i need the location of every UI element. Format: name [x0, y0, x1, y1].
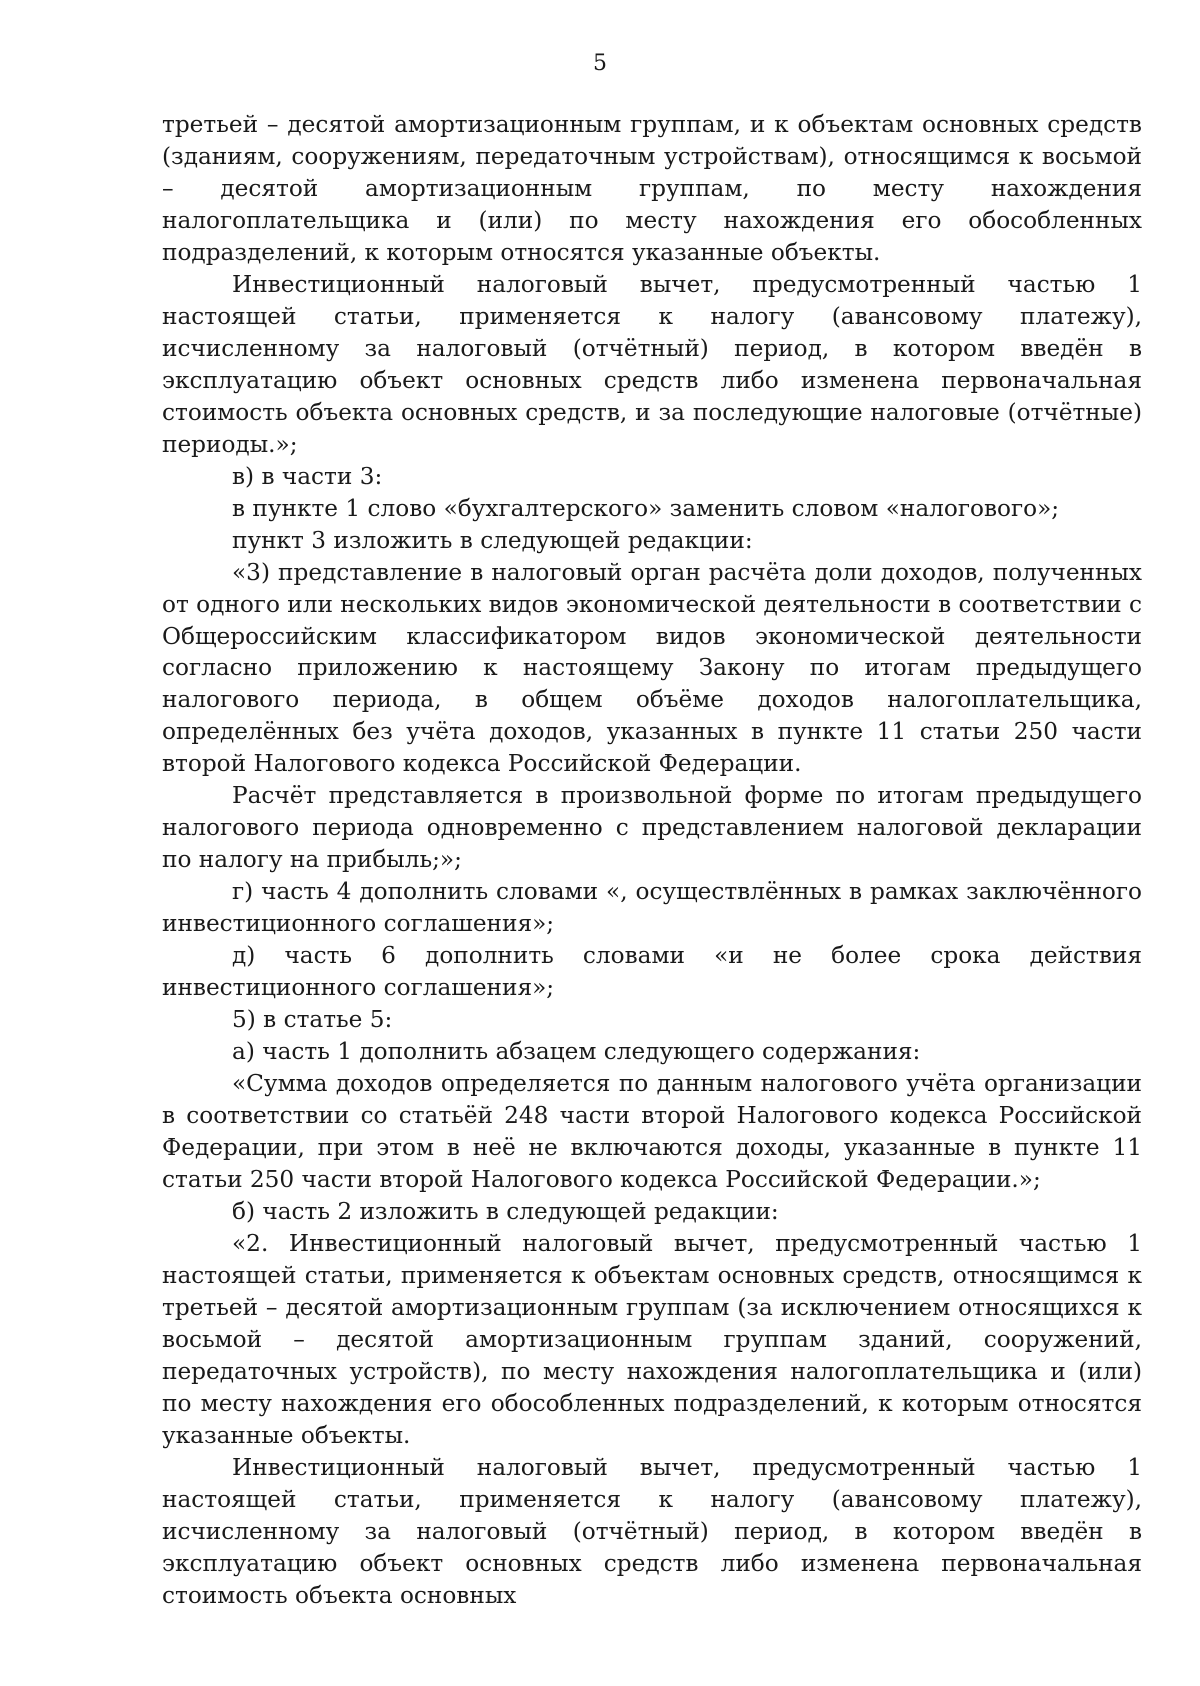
paragraph: в пункте 1 слово «бухгалтерского» заменить словом «налогового»;	[232, 494, 1060, 522]
paragraph: «3) представление в налоговый орган расчёта доли доходов, полученных от одного или нескольких видов экономической деятельности в соответствии с Общероссийским классификатором видов экономической деятельности согласно приложению к настоящему Закону по итогам предыдущего налогового периода, в общем объёме доходов налогоплательщика, определённых без учёта доходов, указанных в пункте 11 статьи 250 части второй Налогового кодекса Российской Федерации.	[162, 558, 1142, 778]
paragraph: «2. Инвестиционный налоговый вычет, предусмотренный частью 1 настоящей статьи, применяется к объектам основных средств, относящимся к третьей – десятой амортизационным группам (за исключением относящихся к восьмой – десятой амортизационным группам зданий, сооружений, передаточных устройств), по месту нахождения налогоплательщика и (или) по месту нахождения его обособленных подразделений, к которым относятся указанные объекты.	[162, 1229, 1142, 1449]
paragraph: Инвестиционный налоговый вычет, предусмотренный частью 1 настоящей статьи, применяется к налогу (авансовому платежу), исчисленному за налоговый (отчётный) период, в котором введён в эксплуатацию объект основных средств либо изменена первоначальная стоимость объекта основных средств, и за последующие налоговые (отчётные) периоды.»;	[162, 270, 1142, 458]
paragraph: в) в части 3:	[232, 462, 383, 490]
paragraph: 5) в статье 5:	[232, 1006, 393, 1034]
paragraph: а) часть 1 дополнить абзацем следующего содержания:	[232, 1038, 921, 1066]
paragraph: пункт 3 изложить в следующей редакции:	[232, 526, 753, 554]
paragraph: «Сумма доходов определяется по данным налогового учёта организации в соответствии со статьёй 248 части второй Налогового кодекса Российской Федерации, при этом в неё не включаются доходы, указанные в пункте 11 статьи 250 части второй Налогового кодекса Российской Федерации.»;	[162, 1070, 1142, 1193]
page-number: 5	[593, 51, 607, 76]
paragraph: г) часть 4 дополнить словами «, осуществлённых в рамках заключённого инвестиционного соглашения»;	[162, 878, 1142, 938]
paragraph: б) часть 2 изложить в следующей редакции:	[232, 1197, 779, 1225]
paragraph: д) часть 6 дополнить словами «и не более срока действия инвестиционного соглашения»;	[162, 942, 1142, 1002]
paragraph-continuation: третьей – десятой амортизационным группам, и к объектам основных средств (зданиям, сооружениям, передаточным устройствам), относящимся к восьмой – десятой амортизационным группам, по месту нахождения налогоплательщика и (или) по месту нахождения его обособленных подразделений, к которым относятся указанные объекты.	[162, 111, 1142, 266]
paragraph: Расчёт представляется в произвольной форме по итогам предыдущего налогового периода одновременно с представлением налоговой декларации по налогу на прибыль;»;	[162, 782, 1142, 874]
paragraph: Инвестиционный налоговый вычет, предусмотренный частью 1 настоящей статьи, применяется к налогу (авансовому платежу), исчисленному за налоговый (отчётный) период, в котором введён в эксплуатацию объект основных средств либо изменена первоначальная стоимость объекта основных	[162, 1453, 1142, 1609]
document-body	[162, 109, 1142, 1612]
